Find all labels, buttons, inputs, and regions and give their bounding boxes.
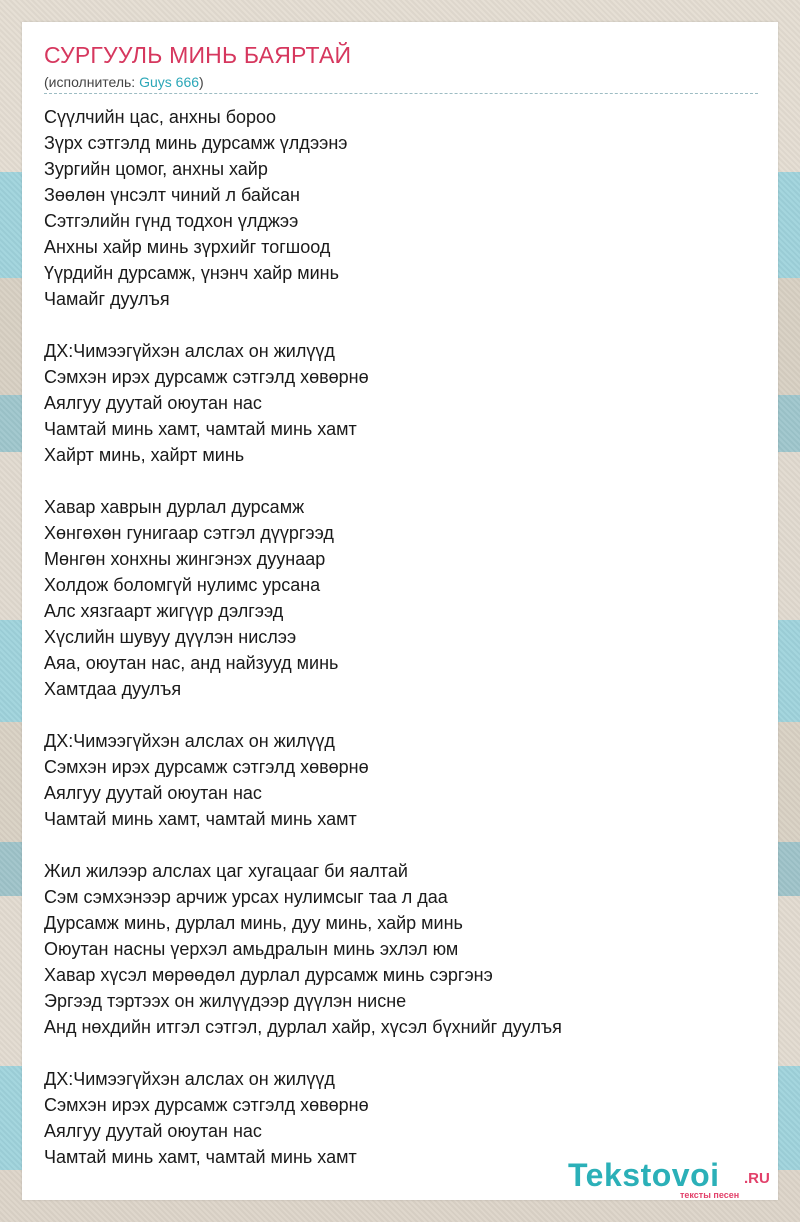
lyric-line: Чамтай минь хамт, чамтай минь хамт — [44, 419, 357, 439]
stanza — [44, 104, 760, 312]
lyric-line: Зөөлөн үнсэлт чиний л байсан — [44, 185, 300, 205]
lyric-line: Анд нөхдийн итгэл сэтгэл, дурлал хайр, хүсэл бүхнийг дуулъя — [44, 1017, 562, 1037]
lyrics-body — [44, 104, 760, 1196]
lyric-line: Алс хязгаарт жигүүр дэлгээд — [44, 601, 284, 621]
lyric-line: Чамтай минь хамт, чамтай минь хамт — [44, 1147, 357, 1167]
lyric-line: Хавар хаврын дурлал дурсамж — [44, 497, 305, 517]
lyric-line: Холдож боломгүй нулимс урсана — [44, 575, 321, 595]
artist-suffix: ) — [199, 74, 204, 90]
stanza-chorus — [44, 338, 760, 468]
lyric-line: Зургийн цомог, анхны хайр — [44, 159, 268, 179]
stanza — [44, 494, 760, 702]
lyric-line: Дурсамж минь, дурлал минь, дуу минь, хайр минь — [44, 913, 463, 933]
title-divider — [44, 93, 758, 94]
stanza-chorus — [44, 728, 760, 832]
lyric-line: Сэмхэн ирэх дурсамж сэтгэлд хөвөрнө — [44, 367, 369, 387]
lyric-line: Хайрт минь, хайрт минь — [44, 445, 245, 465]
lyric-line: Хавар хүсэл мөрөөдөл дурлал дурсамж минь сэргэнэ — [44, 965, 493, 985]
lyric-line: Жил жилээр алслах цаг хугацааг би яалтай — [44, 861, 408, 881]
lyric-line: Чамайг дуулъя — [44, 289, 170, 309]
lyric-line: Үүрдийн дурсамж, үнэнч хайр минь — [44, 263, 339, 283]
lyric-line: Чамтай минь хамт, чамтай минь хамт — [44, 809, 357, 829]
lyric-line: Оюутан насны үерхэл амьдралын минь эхлэл юм — [44, 939, 459, 959]
artist-link[interactable]: Guys 666 — [139, 74, 200, 90]
lyric-line: Сэм сэмхэнээр арчиж урсах нулимсыг таа л даа — [44, 887, 448, 907]
lyric-line: Сэмхэн ирэх дурсамж сэтгэлд хөвөрнө — [44, 757, 369, 777]
lyric-line: Хүслийн шувуу дүүлэн нислээ — [44, 627, 297, 647]
lyric-line: Анхны хайр минь зүрхийг тогшоод — [44, 237, 331, 257]
lyric-line: Зүрх сэтгэлд минь дурсамж үлдээнэ — [44, 133, 348, 153]
logo-wordmark: Tekstovoi — [568, 1157, 720, 1193]
artist-line — [44, 74, 204, 90]
lyric-line: Аялгуу дуутай оюутан нас — [44, 783, 262, 803]
song-title: СУРГУУЛЬ МИНЬ БАЯРТАЙ — [44, 42, 352, 68]
logo-tagline: тексты песен — [680, 1190, 740, 1200]
lyric-line: Мөнгөн хонхны жингэнэх дуунаар — [44, 549, 326, 569]
lyric-line: Аялгуу дуутай оюутан нас — [44, 393, 262, 413]
lyric-line: Сэмхэн ирэх дурсамж сэтгэлд хөвөрнө — [44, 1095, 369, 1115]
lyric-line: Аяа, оюутан нас, анд найзууд минь — [44, 653, 339, 673]
lyric-line: ДХ:Чимээгүйхэн алслах он жилүүд — [44, 1069, 335, 1089]
lyric-line: Эргээд тэртээх он жилүүдээр дүүлэн нисне — [44, 991, 407, 1011]
stanza-chorus — [44, 1066, 760, 1170]
lyric-line: ДХ:Чимээгүйхэн алслах он жилүүд — [44, 731, 335, 751]
lyric-line: Хөнгөхөн гунигаар сэтгэл дүүргээд — [44, 523, 334, 543]
lyric-line: Сэтгэлийн гүнд тодхон үлджээ — [44, 211, 299, 231]
lyric-line: ДХ:Чимээгүйхэн алслах он жилүүд — [44, 341, 335, 361]
logo-domain: .RU — [744, 1170, 770, 1187]
lyric-line: Сүүлчийн цас, анхны бороо — [44, 107, 277, 127]
artist-prefix: (исполнитель: — [44, 74, 140, 90]
lyric-line: Хамтдаа дуулъя — [44, 679, 182, 699]
lyrics-card — [22, 22, 778, 1200]
stanza — [44, 858, 760, 1040]
lyric-line: Аялгуу дуутай оюутан нас — [44, 1121, 262, 1141]
site-logo[interactable] — [568, 1157, 778, 1200]
